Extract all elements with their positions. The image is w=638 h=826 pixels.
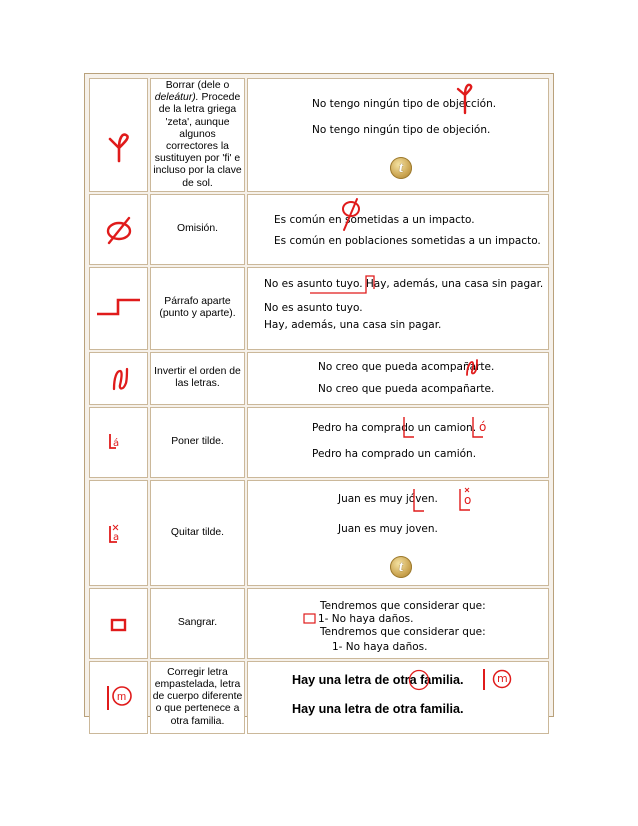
example-line: 1- No haya daños. [318,612,414,625]
example-line: No es asunto tuyo. [264,301,363,314]
description-text: Párrafo aparte (punto y aparte). [159,296,236,320]
description-cell [150,78,245,192]
example-line: Juan es muy jóven. [338,492,438,505]
example-line: Tendremos que considerar que: [320,625,486,638]
symbol-cell [89,78,148,192]
example-cell [247,194,549,265]
remove-accent-icon [90,481,149,587]
description-cell [150,588,245,659]
margin-remove-accent-letter: o [464,492,472,507]
example-cell [247,480,549,586]
svg-text:á: á [113,437,120,449]
transpose-mark-icon [463,357,485,381]
paragraph-mark-icon [308,272,378,296]
table-row [89,352,549,405]
example-line: Tendremos que considerar que: [320,599,486,612]
deleatur-mark-icon [455,81,479,117]
example-cell [247,352,549,405]
example-line: Hay una letra de otra familia. [292,701,464,716]
example-line: Es común en sometidas a un impacto. [274,213,475,226]
example-line: No tengo ningún tipo de objección. [312,98,497,110]
description-text-italic: deleátur). [154,92,199,104]
example-line: Pedro ha comprado un camión. [312,447,477,460]
new-paragraph-step-icon [90,268,149,351]
description-text: Sangrar. [177,617,218,629]
description-cell [150,407,245,478]
accent-caret-icon [396,415,416,441]
description-text: Poner tilde. [171,436,224,448]
remove-accent-caret-icon [408,487,428,515]
example-cell [247,407,549,478]
indent-square-icon [90,589,149,660]
example-line: Juan es muy joven. [338,522,438,535]
table-row [89,661,549,734]
symbol-cell [89,194,148,265]
symbol-cell [89,480,148,586]
description-cell [150,480,245,586]
symbol-cell [89,267,148,350]
table-row [89,267,549,350]
table-row [89,480,549,586]
example-line: No es asunto tuyo. Hay, además, una casa sin pagar. [264,277,544,290]
example-line: No creo que pueda acompañarte. [318,360,495,373]
description-cell [150,194,245,265]
copyright-badge-icon: t [390,556,412,578]
copyright-badge-icon: t [390,157,412,179]
symbol-cell [89,407,148,478]
symbol-cell [89,661,148,734]
dele-deleatur-icon [90,79,149,188]
description-text-a: Borrar (dele o [165,80,230,91]
table-row [89,407,549,478]
example-line: Es común en poblaciones sometidas a un impacto. [274,234,541,247]
wrong-font-inline-mark-icon [407,668,431,692]
description-cell [150,352,245,405]
example-line: No tengo ningún tipo de objeción. [312,124,491,136]
description-cell [150,267,245,350]
wrong-font-circled-m-icon [90,662,149,735]
example-line: Pedro ha comprado un camion. [312,421,477,434]
svg-text:a: a [113,531,120,543]
table-row [89,194,549,265]
table-row [89,78,549,192]
example-line: 1- No haya daños. [332,640,428,653]
example-cell [247,588,549,659]
description-text: Invertir el orden de las letras. [154,366,241,390]
example-line: Hay, además, una casa sin pagar. [264,318,442,331]
indent-mark-icon [303,613,317,625]
transpose-letters-icon [90,353,149,406]
description-text: Corregir letra empastelada, letra de cuerpo diferente o que pertenece a otra familia. [152,666,243,727]
proofreading-marks-table [84,73,554,727]
example-cell [247,267,549,350]
example-cell [247,78,549,192]
omission-slashed-circle-icon [90,195,149,266]
description-text: Omisión. [177,223,218,235]
margin-mark-letter: m [497,671,508,685]
symbol-cell [89,588,148,659]
margin-accent-letter: ó [479,419,487,434]
example-cell [247,661,549,734]
description-text-b: Procede de la letra griega 'zeta', aunque algunos correctores la sustituyen por 'fi' e incluso por la clave de sol. [153,92,242,189]
add-accent-icon [90,408,149,479]
example-line: No creo que pueda acompañarte. [318,382,495,395]
description-text: Quitar tilde. [170,526,225,538]
svg-text:m: m [117,690,127,703]
omission-mark-icon [338,196,364,232]
example-line: Hay una letra de otra familia. [292,672,464,687]
symbol-cell [89,352,148,405]
table-row [89,588,549,659]
description-cell [150,661,245,734]
